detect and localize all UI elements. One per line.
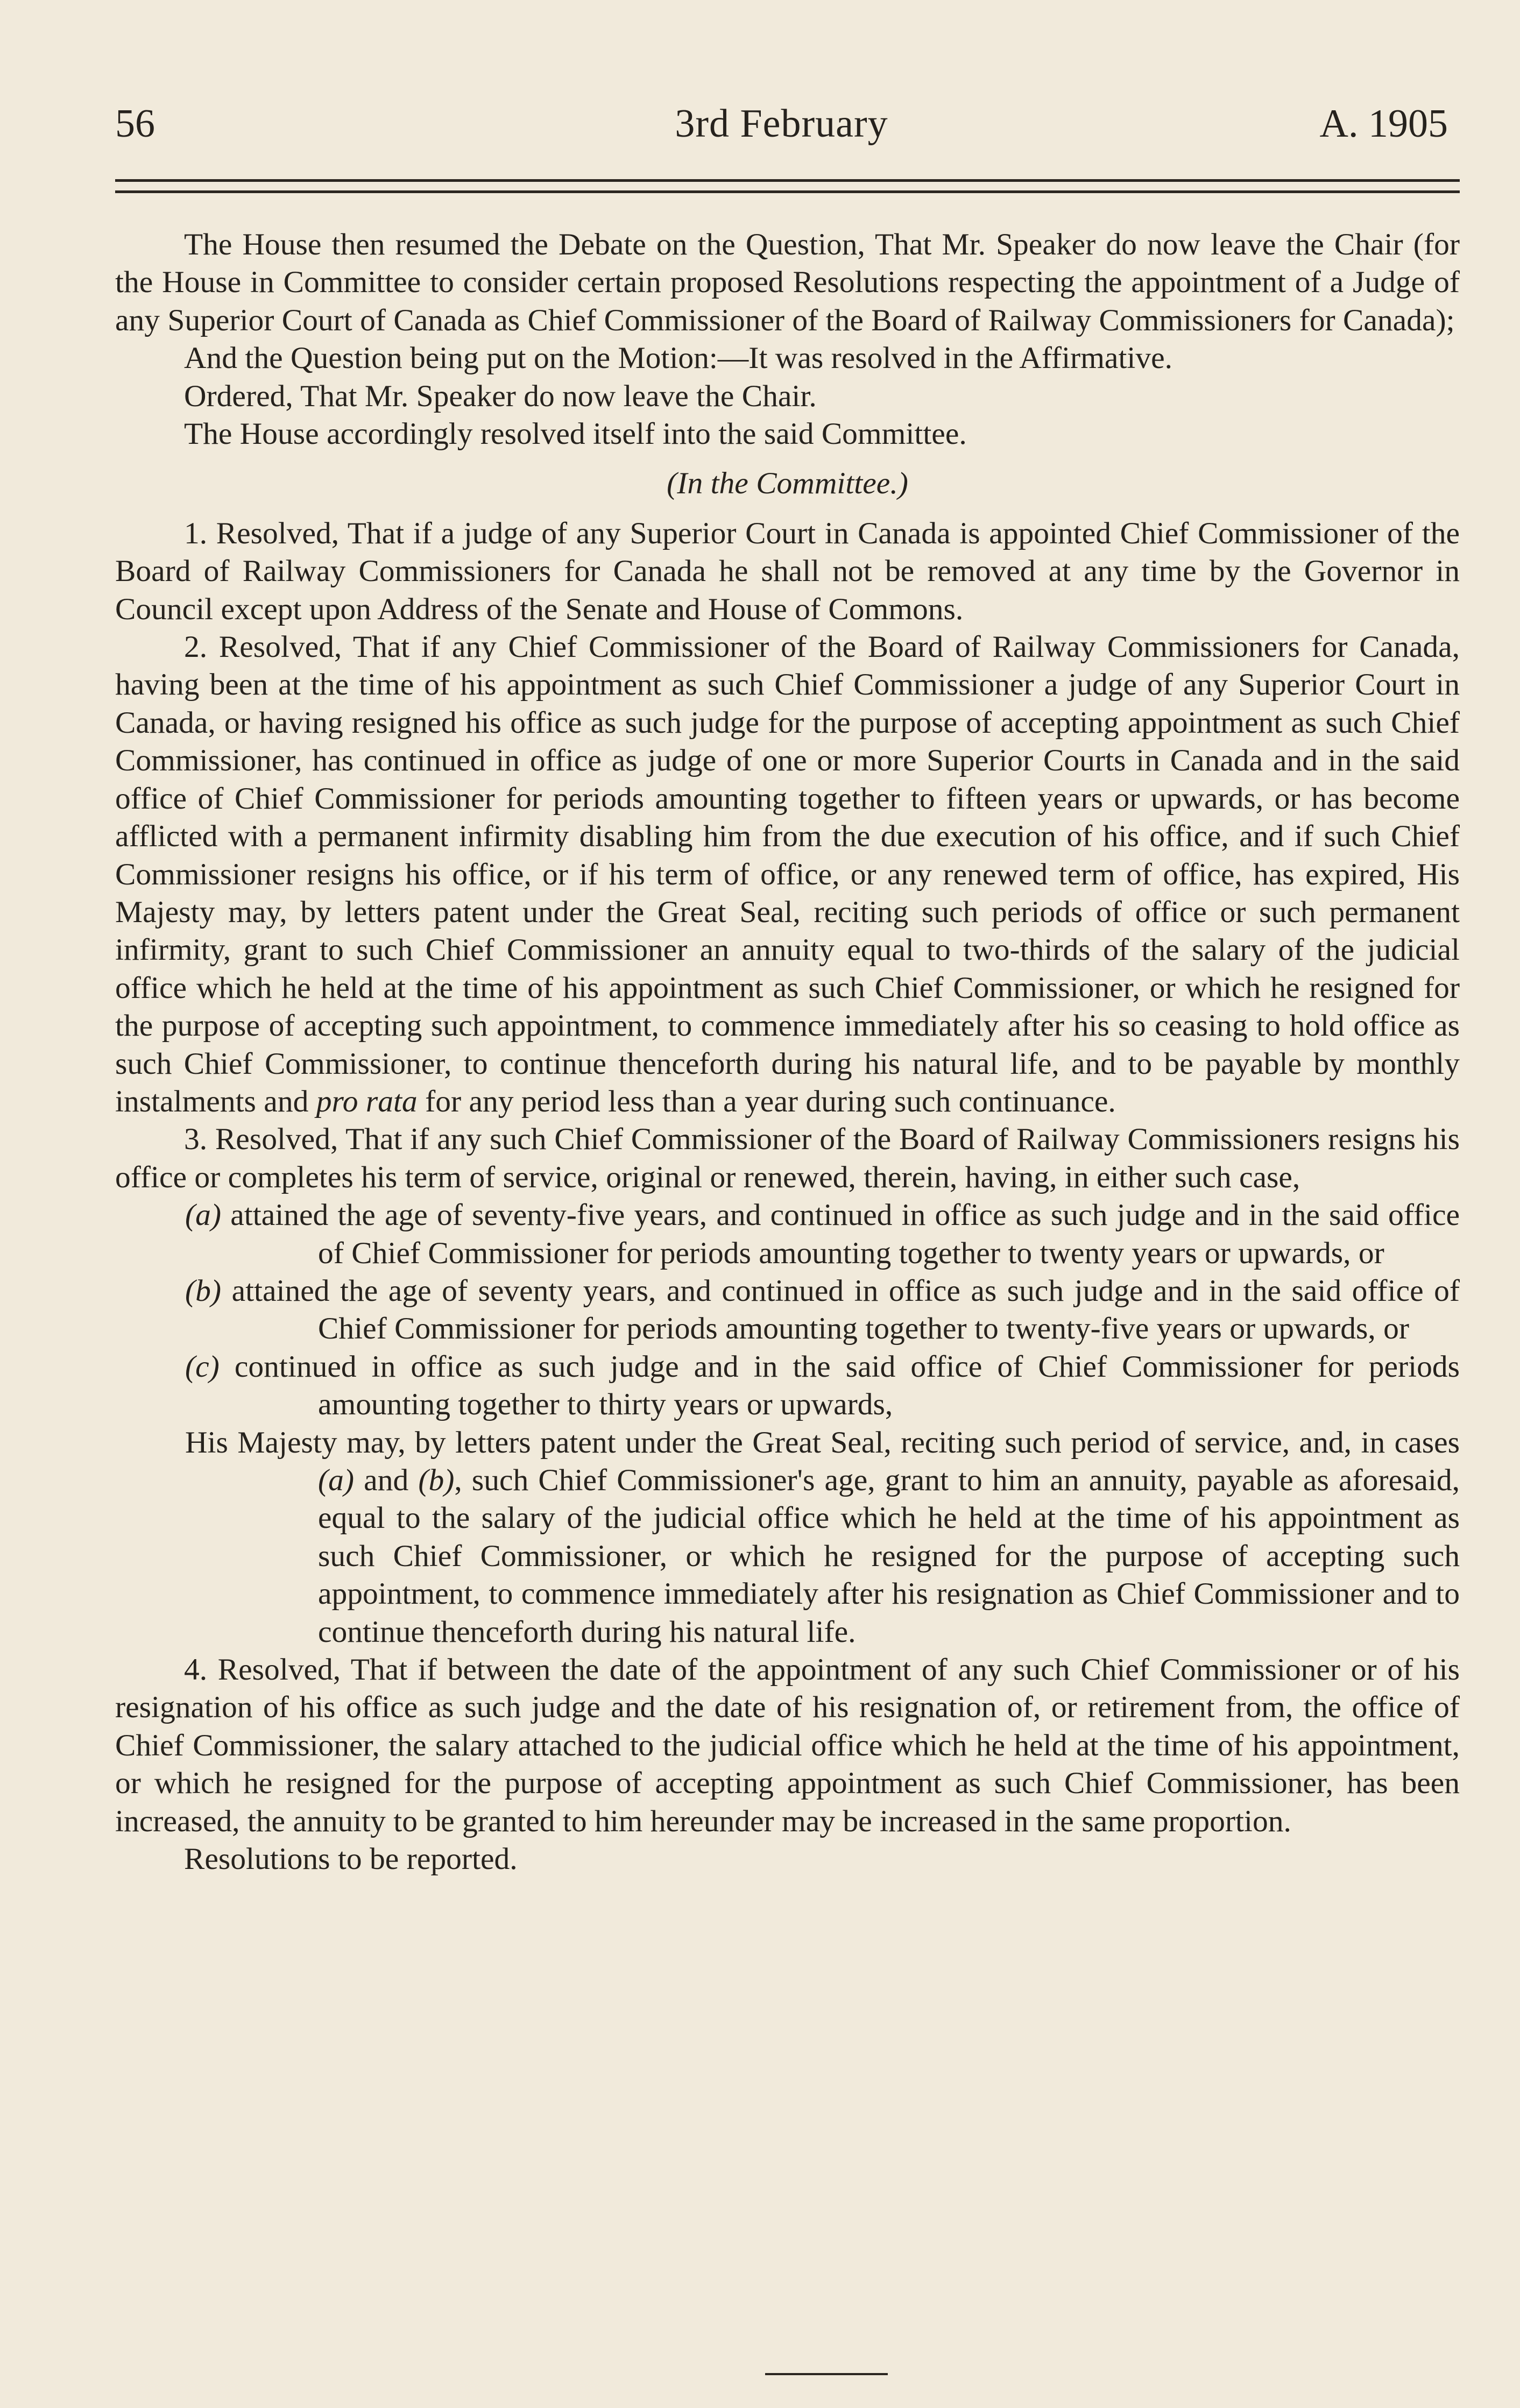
paragraph-question-put: And the Question being put on the Motion:—It was resolved in the Affirmative. bbox=[184, 341, 1173, 376]
clause-b-text: attained the age of seventy years, and continued in office as such judge and in the said office of Chief Commissioner for periods amounting together to twenty-five years or upwards, or bbox=[231, 1273, 1460, 1346]
paragraph-debate-resumed: The House then resumed the Debate on the Question, That Mr. Speaker do now leave the Chair (for the House in Committee to consider certain proposed Resolutions respecting the appointment of a Judge of any Superior Court of Canada as Chief Commissioner of the Board of Railway Commissioners for Canada); bbox=[115, 228, 1460, 337]
running-header bbox=[115, 94, 1448, 153]
clause-c-label: (c) bbox=[185, 1349, 220, 1384]
case-b-label: (b) bbox=[418, 1463, 455, 1497]
resolution-4: 4. Resolved, That if between the date of the appointment of any such Chief Commissioner or of his resignation of his office as such judge and the date of his resignation of, or retirement from, the office of Chief Commissioner, the salary attached to the judicial office which he held at the time of his appointment, or which he resigned for the purpose of accepting appointment as such Chief Commissioner, has been increased, the annuity to be granted to him hereunder may be increased in the same proportion. bbox=[115, 1653, 1460, 1838]
clause-b bbox=[115, 1272, 1460, 1348]
clause-c-text: continued in office as such judge and in the said office of Chief Commissioner for periods amounting together to thirty years or upwards, bbox=[234, 1349, 1460, 1422]
resolution-3-grant-end: , such Chief Commissioner's age, grant to him an annuity, payable as aforesaid, equal to the salary of the judicial office which he held at the time of his appointment as such Chief Commissioner, or which he resigned for the purpose of accepting such appointment, to commence immediately after his resignation as Chief Commissioner and to continue thenceforth during his natural life. bbox=[318, 1463, 1460, 1649]
resolution-3-grant-text: His Majesty may, by letters patent under the Great Seal, reciting such period of service, and, in cases bbox=[185, 1425, 1460, 1460]
header-rule-top bbox=[115, 179, 1460, 182]
pro-rata-text: pro rata bbox=[316, 1084, 418, 1118]
paragraph-ordered: Ordered, That Mr. Speaker do now leave the Chair. bbox=[184, 379, 817, 413]
clause-a-text: attained the age of seventy-five years, and continued in office as such judge and in the said office of Chief Commissioner for periods amounting together to twenty years or upwards, or bbox=[230, 1198, 1460, 1270]
closing-line: Resolutions to be reported. bbox=[184, 1842, 518, 1876]
case-and: and bbox=[364, 1463, 409, 1497]
resolution-2-text: 2. Resolved, That if any Chief Commissioner of the Board of Railway Commissioners for Canada, having been at the time of his appointment as such Chief Commissioner a judge of any Superior Court in Canada, or having resigned his office as such judge for the purpose of accepting appointment as such Chief Commissioner, has continued in office as judge of one or more Superior Courts in Canada and in the said office of Chief Commissioner for periods amounting together to fifteen years or upwards, or has become afflicted with a permanent infirmity disabling him from the due execution of his office, and if such Chief Commissioner resigns his office, or if his term of office, or any renewed term of office, has expired, His Majesty may, by letters patent under the Great Seal, reciting such periods of office or such permanent infirmity, grant to such Chief Commissioner an annuity equal to two-thirds of the salary of the judicial office which he held at the time of his appointment as such Chief Commissioner, or which he resigned for the purpose of accepting such appointment, to commence immediately after his so ceasing to hold office as such Chief Commissioner, to continue thenceforth during his natural life, and to be payable by monthly instalments and bbox=[115, 630, 1460, 1118]
header-rule-bottom bbox=[115, 190, 1460, 193]
case-a-label: (a) bbox=[318, 1463, 355, 1497]
resolution-2 bbox=[115, 628, 1460, 1121]
clause-c bbox=[115, 1348, 1460, 1424]
resolution-3-intro: 3. Resolved, That if any such Chief Commissioner of the Board of Railway Commissioners resigns his office or completes his term of service, original or renewed, therein, having, in either such case, bbox=[115, 1122, 1460, 1194]
header-year: A. 1905 bbox=[1319, 102, 1448, 146]
end-rule bbox=[765, 2373, 888, 2375]
clause-a-label: (a) bbox=[185, 1198, 222, 1233]
paragraph-house-resolved: The House accordingly resolved itself into the said Committee. bbox=[184, 417, 967, 451]
page-number: 56 bbox=[115, 102, 155, 146]
clause-a bbox=[115, 1196, 1460, 1272]
resolution-1: 1. Resolved, That if a judge of any Superior Court in Canada is appointed Chief Commissioner of the Board of Railway Commissioners for Canada he shall not be removed at any time by the Governor in Council except upon Address of the Senate and House of Commons. bbox=[115, 516, 1460, 626]
document-body bbox=[115, 226, 1460, 1878]
committee-heading: (In the Committee.) bbox=[667, 466, 908, 501]
resolution-3-grant bbox=[115, 1424, 1460, 1651]
resolution-2-end: for any period less than a year during such continuance. bbox=[425, 1084, 1116, 1118]
header-date: 3rd February bbox=[675, 102, 888, 146]
clause-b-label: (b) bbox=[185, 1273, 222, 1308]
